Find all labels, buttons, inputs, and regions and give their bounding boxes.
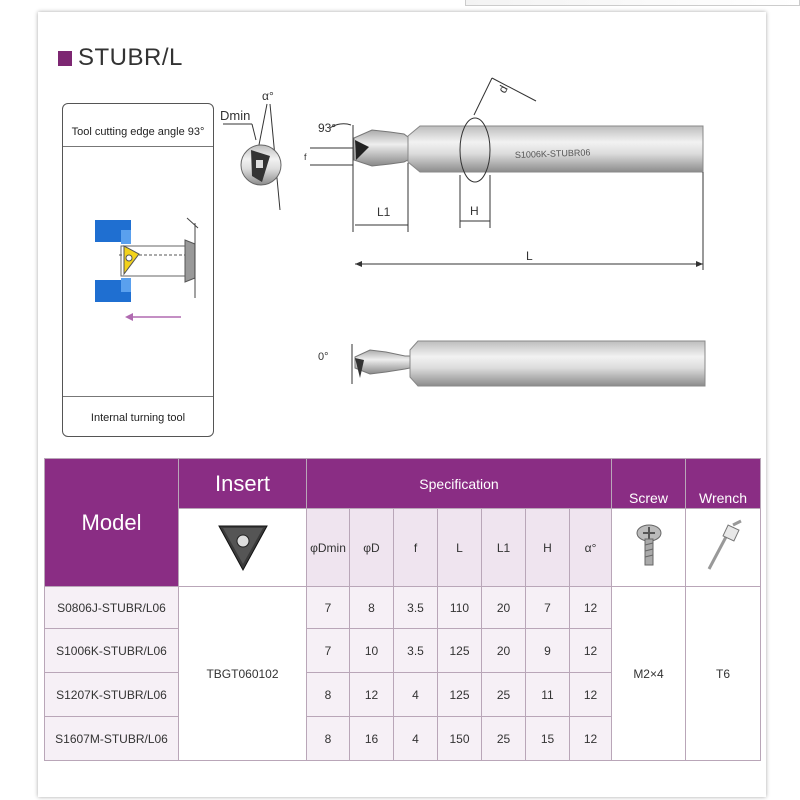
specification-header: Specification	[307, 459, 612, 509]
insert-icon	[213, 516, 273, 576]
model-cell-3: S1207K-STUBR/L06	[45, 673, 179, 717]
dmin-label: Dmin	[220, 108, 251, 123]
insert-value: TBGT060102	[179, 587, 307, 761]
col-header-h: H	[526, 509, 570, 587]
col-header-d: φD	[350, 509, 394, 587]
table-cell: 11	[526, 673, 570, 717]
table-cell: 7	[307, 629, 350, 673]
model-cell-4: S1607M-STUBR/L06	[45, 717, 179, 761]
table-cell: 3.5	[394, 587, 438, 629]
alpha-label: α°	[262, 89, 274, 103]
table-cell: 15	[526, 717, 570, 761]
table-cell: 10	[350, 629, 394, 673]
wrench-image-cell	[686, 509, 761, 587]
table-cell: 12	[570, 717, 612, 761]
model-cell-1: S0806J-STUBR/L06	[45, 587, 179, 629]
table-cell: 4	[394, 673, 438, 717]
insert-image-cell	[179, 509, 307, 587]
tool-photo	[410, 341, 705, 386]
L-dim-label: L	[526, 249, 533, 263]
table-cell: 150	[438, 717, 482, 761]
insert-header: Insert	[179, 459, 307, 509]
col-header-l1: L1	[482, 509, 526, 587]
screw-header: Screw	[612, 459, 686, 509]
model-cell-2: S1006K-STUBR/L06	[45, 629, 179, 673]
product-title-text: STUBR/L	[78, 44, 183, 71]
angle-93-label: 93°	[318, 121, 337, 135]
wrench-header: Wrench	[686, 459, 761, 509]
screw-image-cell	[612, 509, 686, 587]
table-cell: 12	[570, 673, 612, 717]
table-cell: 25	[482, 673, 526, 717]
table-cell: 4	[394, 717, 438, 761]
table-cell: 12	[570, 587, 612, 629]
wrench-icon	[701, 519, 745, 573]
top-frame-strip	[465, 0, 800, 6]
H-dim-label: H	[470, 204, 479, 218]
L1-dim-label: L1	[377, 205, 391, 219]
col-header-f: f	[394, 509, 438, 587]
table-cell: 8	[307, 717, 350, 761]
panel-bottom-caption: Internal turning tool	[90, 412, 186, 424]
tool-technical-drawing	[215, 70, 715, 400]
table-cell: 16	[350, 717, 394, 761]
internal-turning-diagram	[63, 148, 213, 398]
f-dim-label: f	[304, 152, 307, 162]
table-cell: 20	[482, 587, 526, 629]
angle-0-label: 0°	[318, 351, 329, 363]
table-cell: 7	[526, 587, 570, 629]
col-header-alpha: α°	[570, 509, 612, 587]
product-title	[58, 44, 183, 72]
col-header-dmin: φDmin	[307, 509, 350, 587]
model-header: Model	[45, 459, 179, 587]
wrench-value: T6	[686, 587, 761, 761]
screw-value: M2×4	[612, 587, 686, 761]
table-cell: 110	[438, 587, 482, 629]
application-panel	[62, 103, 214, 437]
d-dim-label: d	[495, 82, 511, 96]
specification-table	[44, 458, 761, 761]
table-cell: 25	[482, 717, 526, 761]
table-cell: 8	[307, 673, 350, 717]
table-cell: 3.5	[394, 629, 438, 673]
panel-top-caption: Tool cutting edge angle 93°	[71, 126, 205, 138]
title-square-icon	[58, 51, 72, 66]
table-cell: 12	[350, 673, 394, 717]
panel-divider-bottom	[63, 396, 213, 397]
shank-marking: S1006K-STUBR06	[514, 147, 591, 160]
screw-icon	[629, 521, 669, 571]
table-cell: 9	[526, 629, 570, 673]
table-cell: 8	[350, 587, 394, 629]
col-header-l: L	[438, 509, 482, 587]
table-cell: 125	[438, 629, 482, 673]
panel-divider-top	[63, 146, 213, 147]
table-cell: 7	[307, 587, 350, 629]
table-cell: 20	[482, 629, 526, 673]
table-cell: 12	[570, 629, 612, 673]
table-cell: 125	[438, 673, 482, 717]
